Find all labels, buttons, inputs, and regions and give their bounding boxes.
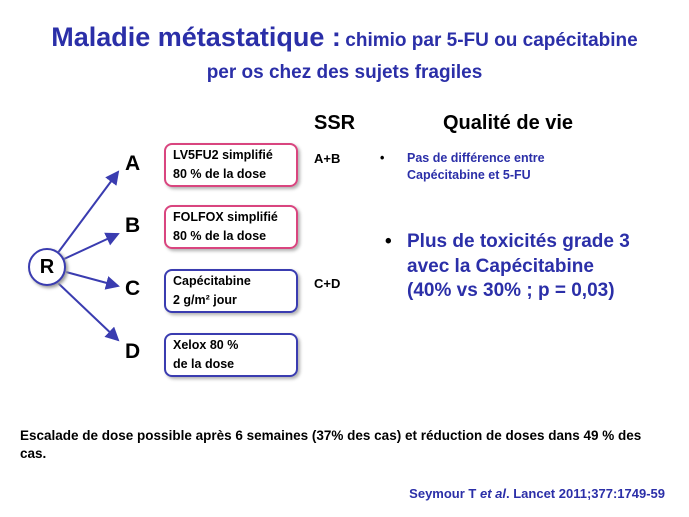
ssr-value-cd: C+D: [314, 276, 341, 291]
arm-b-line1: FOLFOX simplifié: [173, 210, 278, 224]
arm-box-b: [164, 205, 298, 249]
arm-letter-a: A: [125, 152, 141, 175]
title-sub: chimio par 5-FU ou capécitabine: [345, 30, 638, 51]
arm-c-line1: Capécitabine: [173, 274, 251, 288]
arm-d-line2: de la dose: [173, 357, 235, 371]
ref-etal: et al: [479, 486, 506, 501]
bullet-icon: •: [385, 231, 392, 252]
qol-point-1: [380, 150, 607, 184]
qol-point-1-text: Pas de différence entre Capécitabine et 5-FU: [407, 151, 545, 182]
qol-header: Qualité de vie: [443, 112, 574, 134]
arm-a-line1: LV5FU2 simplifié: [173, 148, 273, 162]
title-main: Maladie métastatique :: [51, 22, 341, 52]
ssr-header: SSR: [314, 112, 356, 134]
ref-rest: . Lancet 2011;377:1749-59: [506, 486, 665, 501]
randomization-circle: R: [28, 248, 66, 286]
arrow-to-c: [66, 272, 118, 286]
arm-box-c: [164, 269, 298, 313]
ref-authors: Seymour T: [409, 486, 477, 501]
arm-box-a: [164, 143, 298, 187]
arm-d-line1: Xelox 80 %: [173, 338, 239, 352]
arm-box-d: [164, 333, 298, 377]
slide-title-line2: per os chez des sujets fragiles: [206, 62, 483, 83]
qol-point-2: [385, 230, 637, 304]
arm-a-line2: 80 % de la dose: [173, 167, 267, 181]
arm-c-line2: 2 g/m² jour: [173, 293, 237, 307]
footnote: Escalade de dose possible après 6 semaines (37% des cas) et réduction de doses dans 49 % des cas.: [20, 428, 642, 461]
arrow-to-d: [58, 283, 118, 340]
ssr-value-ab: A+B: [314, 151, 341, 166]
arm-letter-d: D: [125, 340, 141, 363]
reference: [409, 486, 665, 501]
bullet-icon: •: [380, 151, 385, 165]
arm-letter-b: B: [125, 214, 141, 237]
arm-b-line2: 80 % de la dose: [173, 229, 267, 243]
arrow-to-b: [64, 234, 118, 259]
qol-point-2-text: Plus de toxicités grade 3 avec la Capécitabine (40% vs 30% ; p = 0,03): [407, 231, 630, 301]
arrow-to-a: [57, 172, 118, 254]
arm-letter-c: C: [125, 277, 141, 300]
